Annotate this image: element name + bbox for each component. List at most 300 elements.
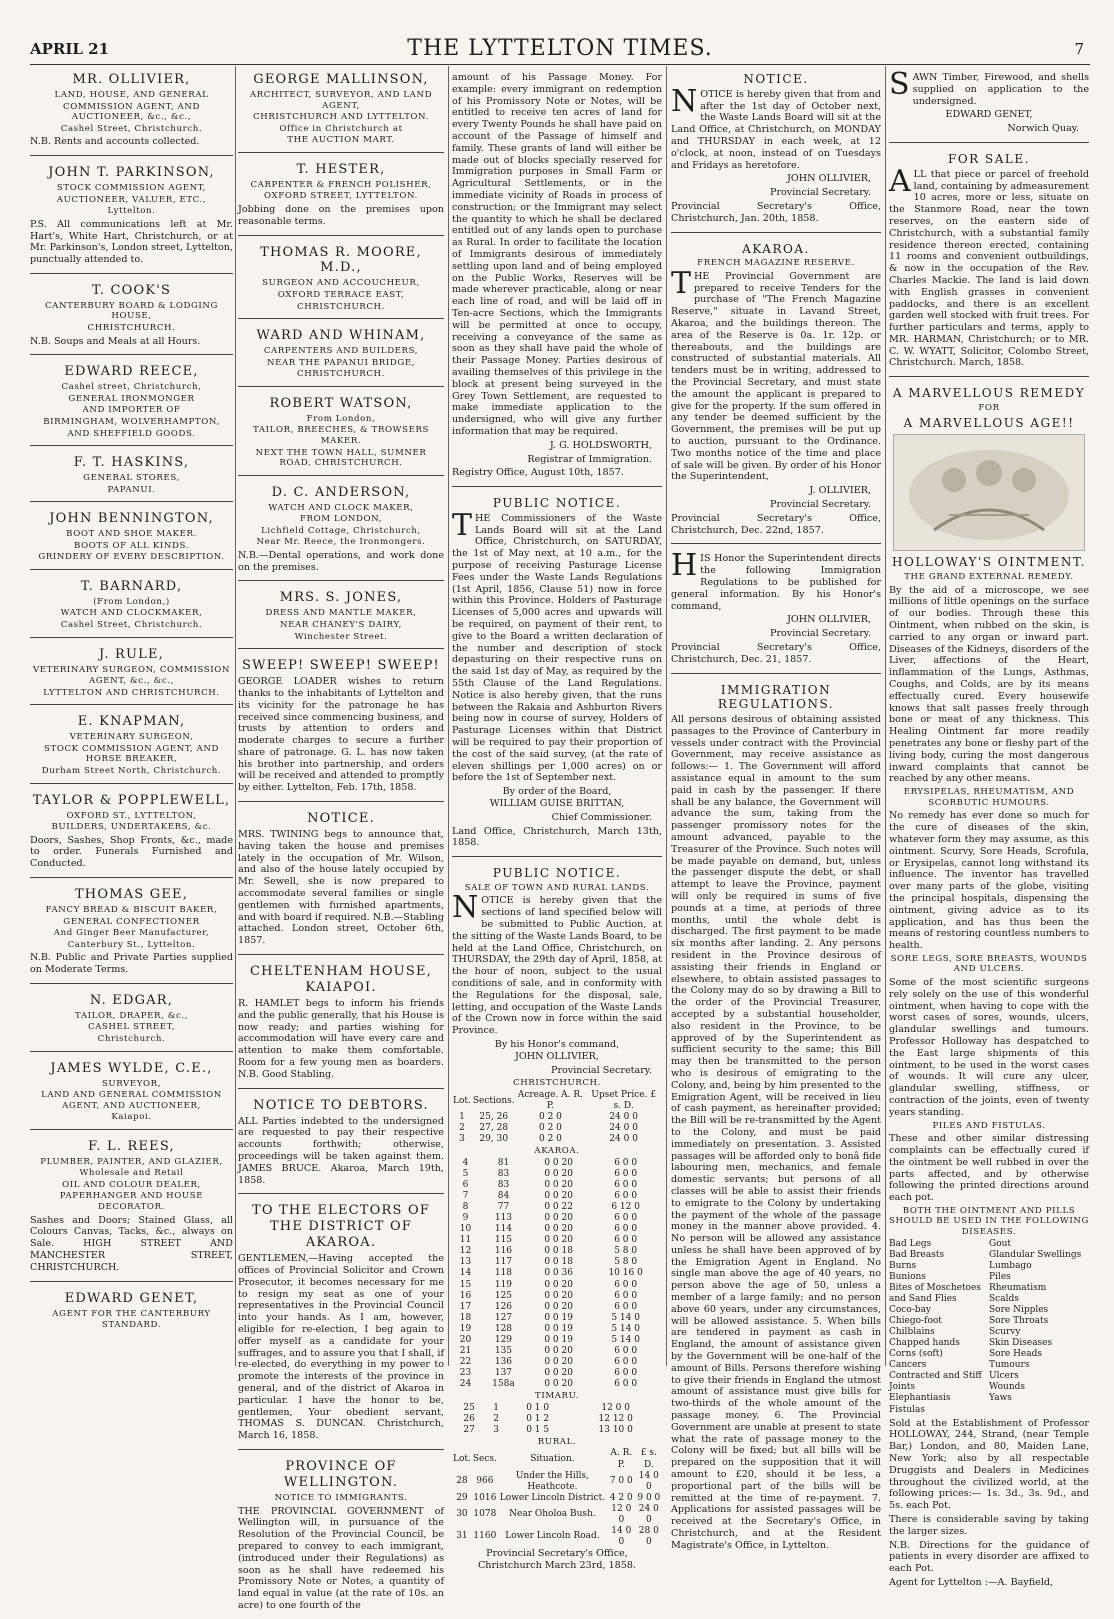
lots-table <box>452 1090 662 1145</box>
table-cell: 6 0 0 <box>614 1224 638 1235</box>
advertisement <box>238 479 444 582</box>
notice-date: Registry Office, August 10th, 1857. <box>452 467 624 479</box>
ad-title: MRS. S. JONES, <box>279 590 403 606</box>
ad-line: STOCK COMMISSION AGENT, <box>56 183 207 194</box>
ad-title: JOHN BENNINGTON, <box>49 511 214 527</box>
list-item: Fistulas <box>889 1404 926 1415</box>
list-item: Ulcers <box>989 1371 1019 1382</box>
notice-date: Provincial Secretary's Office, Christchurch, Dec. 21, 1857. <box>671 641 881 665</box>
ad-line: AGENT, &c., &c., <box>89 676 174 687</box>
advertisement <box>238 805 444 955</box>
holloway-advertisement <box>889 380 1089 1595</box>
ad-body: MRS. TWINING begs to announce that, having taken the house and premises lately in the occupation of Mr. Wilson, and also of the house lately occupied by Mr. Sewell, she is now prepared to accommodate several families or single gentlemen with furnished apartments, and with board if required. N.B.—Stabling attached. London street, October 6th, 1857. <box>238 829 444 947</box>
table-cell: 6 0 0 <box>614 1345 638 1356</box>
ad-body: THE PROVINCIAL GOVERNMENT of Wellington will, in pursuance of the Resolution of the Provincial Council, be prepared to convey to each immigrant, (introduced under their Regulations) as soon as he shall have redeemed his Promissory Note or Notes, a quantity of land equal in value (at the rate of 10s. an acre) to one fourth of the <box>238 1505 444 1611</box>
ad-line: CASHEL STREET, <box>87 1022 176 1033</box>
table-row <box>452 1425 662 1436</box>
notice-subtitle: FRENCH MAGAZINE RESERVE. <box>697 258 855 269</box>
ad-body: ALL that piece or parcel of freehold land, containing by admeasurement 10 acres, more or less, situate on the Stanmore Road, near the town reserves, on the eastern side of Christchurch, with a substantial family residence thereon erected, containing 11 rooms and convenient outbuildings, & now in the occupation of the Rev. Charles Mackie. The land is laid down with English grasses in convenient paddocks, and there is an excellent garden well stocked with fruit trees. For further particulars and terms, apply to MR. HARMAN, Christchurch; or to MR. C. W. WYATT, Solicitor, Colombo Street, Christchurch. March, 1858. <box>889 163 1089 369</box>
table-cell: 0 0 20 <box>544 1368 573 1379</box>
ad-body: No remedy has ever done so much for the cure of diseases of the skin, whatever form they may assume, as this ointment. Scurvy, Sore Heads, Scrofula, or Erysipelas, cannot long withstand its influence. The inventor has travelled over many parts of the globe, visiting the principal hospitals, dispensing the ointment, giving advice as to its application, and has thus been the means of restoring countless numbers to health. <box>889 810 1089 952</box>
table-row <box>452 1504 662 1526</box>
list-item: Scalds <box>989 1293 1019 1304</box>
table-row <box>452 1235 662 1246</box>
table-cell: 83 <box>497 1168 510 1179</box>
notice-subtitle: SALE OF TOWN AND RURAL LANDS. <box>464 882 650 893</box>
table-row <box>452 1246 662 1257</box>
table-cell: 20 <box>459 1334 472 1345</box>
table-cell: 4 <box>462 1157 469 1168</box>
ad-line: CHRISTCHURCH. <box>297 301 385 312</box>
column-rule <box>885 66 886 1366</box>
notice-body: THE Provincial Government are prepared to receive Tenders for the purchase of "The French Magazine Reserve," situate in Lavand Street, Akaroa, and the buildings thereon. The area of the Reserve is 0a. 1r. 12p. or thereabouts, and the buildings are constructed of substantial materials. All tenders must be in writing, addressed to the Provincial Secretary, and must state the amount the applicant is prepared to give for the property. If the sum offered in any tender be deemed sufficient by the Government, the premises will be put up to auction, pursuant to the Ordinance. Two months notice of the time and place of sale will be given. By order of his Honor the Superintendent, <box>671 265 881 483</box>
ad-line: BUILDERS, UNDERTAKERS, &c. <box>51 822 212 833</box>
table-cell: 6 0 0 <box>614 1290 638 1301</box>
table-cell: Lot. <box>453 1095 471 1106</box>
table-cell: 2 <box>459 1123 465 1134</box>
ad-title: T. COOK'S <box>91 282 172 298</box>
table-cell: 0 0 19 <box>544 1312 573 1323</box>
table-cell: 22 <box>459 1356 472 1367</box>
table-cell: 28 0 0 <box>638 1525 659 1547</box>
ad-line: PAPANUI. <box>107 484 156 495</box>
list-item: Bad Breasts <box>889 1249 945 1260</box>
list-item: Bad Legs <box>889 1238 932 1249</box>
ad-title: CHELTENHAM HOUSE, KAIAPOI. <box>250 964 432 996</box>
ad-body: Some of the most scientific surgeons rely solely on the use of this wonderful ointment, when having to cope with the worst cases of sores, wounds, ulcers, glandular swellings and tumours. Professor Holloway has despatched to the East large shipments of this ointment, to be used in the worst cases of wounds. It will cure any ulcer, glandular swelling, stiffness, or contraction of the joints, even of twenty years standing. <box>889 977 1089 1118</box>
section-heading: AKAROA. <box>534 1146 580 1157</box>
notice-title: NOTICE. <box>743 72 809 86</box>
table-row <box>452 1471 662 1493</box>
table-cell: 0 2 0 <box>539 1112 562 1123</box>
table-cell: 9 <box>462 1213 469 1224</box>
ad-title: NOTICE. <box>307 811 375 827</box>
advertisement <box>30 708 233 783</box>
table-cell: 23 <box>459 1368 472 1379</box>
advertisement <box>30 641 233 706</box>
table-cell: 25, 26 <box>479 1112 509 1123</box>
table-cell: 10 16 0 <box>608 1268 643 1279</box>
ad-title: FOR SALE. <box>948 151 1030 166</box>
list-item: Chapped hands <box>889 1338 960 1349</box>
notice-role: Provincial Secretary. <box>769 498 871 510</box>
table-row <box>452 1357 662 1368</box>
section-heading: RURAL. <box>537 1436 577 1447</box>
ad-body: N.B. Public and Private Parties supplied on Moderate Terms. <box>30 952 233 976</box>
table-cell: 118 <box>494 1268 513 1279</box>
ad-line: Wholesale and Retail <box>79 1168 184 1179</box>
ad-body: GEORGE LOADER wishes to return thanks to the inhabitants of Lyttelton and its vicinity for the patronage he has received since commencing business, and trusts by attention to orders and moderate charges to secure a further share of patronage. G. L. has now taken his brother into partnership, and orders will be received and attended to promptly by either. Lyttelton, Feb. 17th, 1858. <box>238 676 444 794</box>
notice-date: Provincial Secretary's Office, Christchurch, Dec. 22nd, 1857. <box>671 512 881 536</box>
table-cell: 0 2 0 <box>539 1134 562 1145</box>
notice-footer: Christchurch March 23rd, 1858. <box>477 1559 637 1571</box>
timber-advertisement <box>889 66 1089 143</box>
advertisement <box>238 390 444 476</box>
table-cell: 0 1 2 <box>526 1413 550 1424</box>
ad-line: Durham Street North, Christchurch. <box>41 765 222 776</box>
table-row <box>452 1257 662 1268</box>
engraving-image <box>893 434 1085 551</box>
table-cell: 0 0 18 <box>544 1246 573 1257</box>
table-cell: 8 <box>462 1202 469 1213</box>
table-cell: 3 <box>459 1134 465 1145</box>
ad-line: CHRISTCHURCH. <box>87 323 176 333</box>
ad-body: R. HAMLET begs to inform his friends and the public generally, that his House is now ready; and parties wishing for accommodation will have every care and attention to make them comfortable. Room for a few young men as boarders. N.B. Good Stabling. <box>238 998 444 1080</box>
superintendent-notice <box>671 547 881 673</box>
ad-title: T. BARNARD, <box>80 578 183 594</box>
advertisement <box>30 881 233 984</box>
ad-line: NEXT THE TOWN HALL, SUMNER ROAD, CHRISTCHURCH. <box>255 447 427 469</box>
table-cell: 24 0 0 <box>638 1503 659 1525</box>
notice-role: Registrar of Immigration. <box>527 453 652 465</box>
table-cell: 6 0 0 <box>614 1157 638 1168</box>
table-cell: 126 <box>494 1301 513 1312</box>
ad-line: AUCTIONEER, VALUER, ETC., <box>56 194 207 205</box>
table-cell: 5 14 0 <box>611 1312 640 1323</box>
table-cell: £ s. D. <box>640 1448 657 1470</box>
table-cell: 6 0 0 <box>614 1168 638 1179</box>
ad-title: A MARVELLOUS AGE!! <box>903 415 1075 430</box>
table-row <box>452 1180 662 1191</box>
ad-line: AND SHEFFIELD GOODS. <box>67 428 196 439</box>
advertisement <box>30 277 233 355</box>
table-row <box>452 1112 662 1123</box>
table-cell: 0 0 20 <box>544 1224 573 1235</box>
ad-line: GENERAL STORES, <box>83 473 180 484</box>
table-cell: 0 0 36 <box>544 1268 573 1279</box>
table-cell: Secs. <box>472 1454 497 1465</box>
table-cell: 3 <box>493 1424 499 1435</box>
table-cell: 6 0 0 <box>614 1301 638 1312</box>
ad-line: WATCH AND CLOCKMAKER, <box>60 608 203 619</box>
table-row <box>452 1493 662 1504</box>
ad-line: AGENT FOR THE CANTERBURY <box>52 1308 211 1319</box>
list-item: Sore Nipples <box>989 1304 1049 1315</box>
table-cell: 0 0 20 <box>544 1235 573 1246</box>
table-cell: 5 8 0 <box>614 1246 638 1257</box>
list-item: Bites of Moschetoes and Sand Flies <box>889 1282 981 1304</box>
table-cell: 84 <box>497 1191 510 1202</box>
table-cell: 1 <box>459 1112 465 1123</box>
ad-line: STANDARD. <box>101 1320 162 1331</box>
list-item: Contracted and Stiff Joints <box>889 1371 982 1393</box>
notice-date: Land Office, Christchurch, March 13th, 1858. <box>452 825 662 849</box>
list-item: Glandular Swellings <box>989 1249 1082 1260</box>
ad-title: F. L. REES, <box>88 1138 175 1154</box>
ad-role: Norwich Quay. <box>1007 123 1079 135</box>
akaroa-notice <box>671 236 881 545</box>
immigration-land-notice <box>452 66 662 487</box>
notice-footer: Provincial Secretary's Office, <box>486 1548 628 1560</box>
table-cell: 0 0 20 <box>544 1213 573 1224</box>
table-cell: Acreage. A. R. P. <box>517 1089 584 1112</box>
table-cell: 1078 <box>473 1509 497 1520</box>
table-cell: 0 2 0 <box>539 1123 562 1134</box>
table-cell: 0 0 20 <box>544 1157 573 1168</box>
ad-line: FROM LONDON, <box>299 514 383 525</box>
table-cell: 19 <box>459 1323 472 1334</box>
table-row <box>452 1202 662 1213</box>
table-cell: 6 0 0 <box>614 1235 638 1246</box>
ad-line: OIL AND COLOUR DEALER, <box>62 1179 201 1190</box>
list-item: Corns (soft) <box>889 1349 943 1360</box>
ad-title: THOMAS GEE, <box>74 887 189 903</box>
advertisement <box>238 1197 444 1450</box>
table-cell: 136 <box>494 1356 513 1367</box>
ad-line: BIRMINGHAM, WOLVERHAMPTON, <box>43 417 220 428</box>
table-row <box>452 1313 662 1324</box>
table-cell: 128 <box>494 1323 513 1334</box>
table-cell: 1016 <box>473 1492 497 1503</box>
ad-body: N.B. Soups and Meals at all Hours. <box>30 335 201 347</box>
ad-line: LAND, HOUSE, AND GENERAL <box>54 89 209 100</box>
table-row <box>452 1346 662 1357</box>
ad-body: N.B. Rents and accounts collected. <box>30 136 200 148</box>
notice-signature: J. G. HOLDSWORTH, <box>549 439 652 451</box>
table-row <box>452 1414 662 1425</box>
ad-line: Cashel street, Christchurch, <box>61 382 202 393</box>
advertisement <box>30 66 233 156</box>
lots-table <box>452 1158 662 1390</box>
notice-title: PUBLIC NOTICE. <box>492 496 622 511</box>
column-1-advertisements <box>30 66 233 1366</box>
ad-line: CHRISTCHURCH AND LYTTELTON. <box>253 112 429 123</box>
table-cell: 5 <box>462 1168 469 1179</box>
ad-line: VETERINARY SURGEON, COMMISSION <box>32 664 231 675</box>
notice-body: All persons desirous of obtaining assisted passages to the Province of Canterbury in vessels under contract with the Provincial Government, may receive assistance as follows:— 1. The Government will afford assistance equal in amount to the sum paid in cash by the passenger. If there shall be any balance, the Government will advance the sum, taking from the passenger promissory notes for the amount advanced, payable to the Treasurer of the Province. Such notes will be made payable on demand, but, unless the passenger dispute the debt, or shall attempt to leave the Province, payment will only be required in sums of five pounds at a time, at periods of three months, until the whole debt is discharged. The first payment to be made six months after landing. 2. Any persons resident in the Province desirous of assisting their friends in England or elsewhere, to obtain assisted passages to the Colony may do so by drawing a Bill to the order of the Provincial Treasurer, accepted by a substantial householder, also resident in the Province, to be approved of by the Superintendent as sufficient security to the same; this Bill may then be transmitted to the person who is desirous of emigrating to the Colony, and, being by him presented to the Emigration Agent, will be received in lieu of cash payment, as hereinafter provided; the Bill will be re-transmitted by the Agent to the Colony, and must be paid immediately on presentation. 3. Assisted passages will be afforded only to bonâ fide labouring men, mechanics, and female domestic servants; but persons of all classes will be able to assist their friends to emigrate to the Colony by undertaking the payment of the whole of the passage money in the manner above provided. 4. No person will be allowed any assistance unless he shall have been approved of by the Emigration Agent in England. No single man above the age of 40 years, no person above the age of 50, unless a member of a large family; and no person above 60 years, under any circumstances, will be allowed assistance. 5. When bills are tendered in payment as cash in England, the amount of assistance given by the Government will be one-half of the amount of Bills. Persons therefore wishing to give their friends in England the utmost amount of assistance must give bills for two-thirds of the whole amount of the passage money. 6. The Provincial Government are unable at present to state what the rate of passage money to the Colony will be fixed; but all bills will be prepared on the supposition that it will amount to £20, should it be less, a proportional part of the bills will be remitted at the time of re-payment. 7. Applications for assisted passages will be received at the Secretary's Office, in Christchurch, and at the Resident Magistrate's Office, in Lyttelton. <box>671 714 881 1551</box>
list-item: Lumbago <box>989 1260 1032 1271</box>
notice-role: Provincial Secretary. <box>769 628 871 640</box>
table-cell: 6 0 0 <box>614 1368 638 1379</box>
ad-body: Agent for Lyttelton :—A. Bayfield, <box>889 1576 1054 1588</box>
ad-title: EDWARD REECE, <box>64 364 199 380</box>
product-subtitle: THE GRAND EXTERNAL REMEDY. <box>904 572 1074 583</box>
table-cell: 30 <box>456 1509 468 1520</box>
ad-title: GEORGE MALLINSON, <box>253 72 429 87</box>
table-cell: 117 <box>494 1257 513 1268</box>
table-cell: 10 <box>459 1224 472 1235</box>
table-cell: 0 0 20 <box>544 1191 573 1202</box>
list-item: Yaws <box>989 1393 1012 1404</box>
advertisement <box>30 987 233 1052</box>
ad-body: N.B. Directions for the guidance of patients in every disorder are affixed to each Pot. <box>889 1539 1089 1575</box>
notice-body: NOTICE is hereby given that the sections of land specified below will be submitted to Public Auction, at the sitting of the Waste Lands Board, to be held at the Land Office, Christchurch, on THURSDAY, the 29th day of April, 1858, at the hour of noon, subject to the usual conditions of sale, and in conformity with the Regulations for the disposal, sale, letting, and occupation of the Waste Lands of the Crown now in force within the said Province. <box>452 890 662 1037</box>
ad-line: PLUMBER, PAINTER, AND GLAZIER, <box>40 1156 223 1167</box>
table-cell: 0 0 20 <box>544 1345 573 1356</box>
ad-line: OXFORD ST., LYTTELTON, <box>66 810 197 821</box>
advertisement <box>30 787 233 879</box>
table-cell: 113 <box>494 1213 513 1224</box>
table-cell: 29 <box>456 1492 468 1503</box>
table-cell: 0 1 0 <box>526 1402 550 1413</box>
table-cell: 24 0 0 <box>609 1112 638 1123</box>
ad-body: ALL Parties indebted to the undersigned are requested to pay their respective accounts forthwith; otherwise, proceedings will be taken against them. JAMES BRUCE. Akaroa, March 19th, 1858. <box>238 1115 444 1186</box>
ad-line: DRESS AND MANTLE MAKER, <box>265 608 417 619</box>
table-row <box>452 1335 662 1346</box>
ad-line: BOOTS OF ALL KINDS. <box>74 540 189 551</box>
ad-body: Sashes and Doors; Stained Glass, all Colours Canvas, Tacks, &c., always on Sale. HIGH STREET AND MANCHESTER STREET, CHRISTCHURCH. <box>30 1214 233 1273</box>
table-cell: 16 <box>459 1290 472 1301</box>
table-cell: 7 <box>462 1191 469 1202</box>
table-cell: 119 <box>494 1279 513 1290</box>
notice-title: PUBLIC NOTICE. <box>492 866 622 881</box>
table-cell: 0 0 20 <box>544 1301 573 1312</box>
advertisement <box>238 584 444 649</box>
ad-line: Office in Christchurch at <box>279 123 403 134</box>
notice-body: amount of his Passage Money. For example: every immigrant on redemption of his Promissory Note or Notes, will be entitled to receive ten acres of land for every Twenty Pounds he shall have paid on account of the Passage of himself and family. These grants of land will either be made out of blocks specially reserved for Immigration purposes in Small Farm or Agricultural Settlements, or in the immediate vicinity of Roads in process of construction; or the Immigrant may select the quantity to which he shall be declared entitled out of any lands open to purchase as Rural. In order to facilitate the location of Immigrants desirous of immediately settling upon land and of being employed on the Public Works, Reserves will be made wherever practicable, along or near each line of road, and will be laid off in Ten-acre Sections, which the Immigrants will be permitted at once to occupy, receiving a conveyance of the same as soon as they shall have paid the whole of their Passage Money. Parties desirous of availing themselves of this privilege in the block at present being surveyed in the Grey Town Settlement, are requested to make immediate application to the undersigned, who will give any further information that may be required. <box>452 72 662 437</box>
notice-body: HIS Honor the Superintendent directs the following Immigration Regulations to be published for general information. By his Honor's command, <box>671 548 881 612</box>
diseases-list <box>889 1239 1089 1416</box>
ad-line: SURVEYOR, <box>101 1078 162 1089</box>
ad-body: Sold at the Establishment of Professor HOLLOWAY, 244, Strand, (near Temple Bar,) London, and 80, Maiden Lane, New York; also by all respectable Druggists and Dealers in Medicines throughout the civilized world, at the following prices:— 1s. 3d., 3s. 9d., and 5s. each Pot. <box>889 1417 1089 1512</box>
ad-line: ARCHITECT, SURVEYOR, AND LAND AGENT, <box>249 89 433 111</box>
table-cell: Situation. <box>530 1454 575 1465</box>
advertisement <box>238 958 444 1089</box>
list-item: Piles <box>989 1271 1011 1282</box>
land-sale-notice <box>452 860 662 1576</box>
list-item: Wounds <box>989 1382 1026 1393</box>
ad-title: T. HESTER, <box>296 161 386 177</box>
table-cell: 26 <box>463 1413 475 1424</box>
product-name: HOLLOWAY'S OINTMENT. <box>892 555 1086 570</box>
rural-lots-table <box>452 1448 662 1548</box>
list-item: Chilblains <box>889 1327 935 1338</box>
list-item: Cancers <box>889 1360 927 1371</box>
ad-line: CHRISTCHURCH. <box>297 369 385 380</box>
ad-line: COMMISSION AGENT, AND AUCTIONEER, &c., &c., <box>63 101 200 123</box>
ad-title: J. RULE, <box>98 646 165 662</box>
table-cell: 0 0 20 <box>544 1379 573 1390</box>
ad-line: GRINDERY OF EVERY DESCRIPTION. <box>38 552 225 563</box>
section-heading: TIMARU. <box>535 1391 579 1402</box>
table-cell: 0 0 20 <box>544 1290 573 1301</box>
table-row <box>452 1158 662 1169</box>
column-2-advertisements <box>238 66 444 1611</box>
notice-signature: WILLIAM GUISE BRITTAN, <box>489 797 625 809</box>
ad-line: CANTERBURY BOARD & LODGING HOUSE, <box>44 300 219 322</box>
ad-subheading: BOTH THE OINTMENT AND PILLS SHOULD BE USED IN THE FOLLOWING DISEASES. <box>889 1205 1089 1238</box>
table-row <box>452 1403 662 1414</box>
page-number: 7 <box>1074 40 1084 58</box>
table-row <box>452 1191 662 1202</box>
waste-lands-notice <box>452 490 662 857</box>
ad-body: P.S. All communications left at Mr. Hart's, White Hart, Christchurch, or at Mr. Parkinson's, London street, Lyttelton, punctually attended to. <box>30 218 233 266</box>
table-cell: 11 <box>459 1235 472 1246</box>
table-cell: 25 <box>463 1402 475 1413</box>
ad-line: GENERAL IRONMONGER <box>68 393 195 404</box>
ad-line: From London, <box>306 413 376 424</box>
advertisement <box>30 449 233 502</box>
table-cell: 12 <box>459 1246 472 1257</box>
ad-line: Canterbury St., Lyttelton. <box>67 939 196 950</box>
table-cell: 6 0 0 <box>614 1213 638 1224</box>
advertisement <box>30 1133 233 1282</box>
table-row <box>452 1134 662 1145</box>
table-cell: Lot. <box>453 1454 471 1465</box>
advertisement <box>30 1055 233 1130</box>
advertisement <box>30 159 233 274</box>
table-cell: 966 <box>476 1476 494 1487</box>
table-cell: 129 <box>494 1334 513 1345</box>
ad-body: These and other similar distressing complaints can be effectually cured if the ointment be well rubbed in over the parts affected, and by otherwise following the printed directions around each pot. <box>889 1133 1089 1204</box>
table-cell: 137 <box>494 1368 513 1379</box>
table-row <box>452 1368 662 1379</box>
section-heading: CHRISTCHURCH. <box>513 1078 601 1089</box>
table-cell: 14 <box>459 1268 472 1279</box>
ad-line: LAND AND GENERAL COMMISSION AGENT, AND AUCTIONEER, <box>41 1090 222 1111</box>
notice-signature: JOHN OLLIVIER, <box>787 614 871 626</box>
ad-line: LYTTELTON AND CHRISTCHURCH. <box>43 687 220 698</box>
table-cell: 12 12 0 <box>598 1413 633 1424</box>
ad-line: Winchester Street. <box>294 631 388 642</box>
page-header <box>30 30 1090 65</box>
list-item: Sore Throats <box>989 1316 1049 1327</box>
list-item: Gout <box>989 1238 1012 1249</box>
table-cell: 9 0 0 <box>637 1492 661 1503</box>
column-rule <box>666 66 667 1366</box>
ad-signature: EDWARD GENET, <box>945 109 1033 121</box>
notice-body: THE Commissioners of the Waste Lands Board will sit at the Land Office, Christchurch, on SATURDAY, the 1st of May next, at 10 a.m., for the purpose of receiving Pasturage License Fees under the Waste Lands Regulations (1st April, 1856, Clause 51) now in force within this Province. Holders of Pasturage Licenses of 5,000 acres and upwards will be required, on payment of their rent, to give to the Board a written declaration of the number and description of stock depasturing on their respective runs on the said 1st day of May, as required by the 55th Clause of the Land Regulations. Notice is also hereby given, that the runs between the Rakaia and Ashburton Rivers being now in course of survey, Holders of Pasturage Licenses within that District will be required to pay their proportion of the cost of the said survey, (at the rate of eleven shillings per 1,000 acres) on or before the 1st of September next. <box>452 507 662 784</box>
ad-title: E. KNAPMAN, <box>77 714 186 730</box>
ad-line: AND IMPORTER OF <box>82 405 181 416</box>
list-item: Elephantiasis <box>889 1393 951 1404</box>
table-cell: 127 <box>494 1312 513 1323</box>
ad-line: BOOT AND SHOE MAKER. <box>66 529 197 540</box>
table-cell: 7 0 0 <box>609 1476 633 1487</box>
list-item: Burns <box>889 1260 917 1271</box>
table-cell: 1160 <box>473 1531 497 1542</box>
waste-lands-board-notice <box>671 66 881 233</box>
table-cell: Sections. <box>472 1095 515 1106</box>
ad-title: WARD AND WHINAM, <box>256 328 426 344</box>
list-item: Bunions <box>889 1271 926 1282</box>
table-cell: 24 <box>459 1379 472 1390</box>
advertisement <box>238 652 444 802</box>
table-cell: 5 8 0 <box>614 1257 638 1268</box>
ad-body: Jobbing done on the premises upon reasonable terms. <box>238 203 444 227</box>
ad-line: THE AUCTION MART. <box>287 135 395 146</box>
advertisement <box>30 573 233 638</box>
advertisement <box>238 239 444 320</box>
table-row <box>452 1324 662 1335</box>
ad-line: Lichfield Cottage, Christchurch, <box>261 525 421 536</box>
ad-body: GENTLEMEN,—Having accepted the offices of Provincial Solicitor and Crown Prosecutor, it becomes necessary for me to resign my seat as one of your representatives in the Provincial Council into your hands. As I am, however, eligible for re-election, I beg again to offer myself as a candidate for your suffrages, and to assure you that I shall, if re-elected, do everything in my power to promote the interests of the province in general, and of the district of Akaroa in particular. I have the honor to be, gentlemen, Your obedient servant, THOMAS S. DUNCAN. Christchurch, March 16, 1858. <box>238 1253 444 1442</box>
table-cell: Upset Price. £ s. D. <box>591 1089 657 1112</box>
ad-subheading: PILES AND FISTULAS. <box>932 1120 1046 1131</box>
notice-signature: JOHN OLLIVIER, <box>515 1050 599 1062</box>
advertisement <box>30 358 233 446</box>
notice-title: IMMIGRATION REGULATIONS. <box>717 682 835 712</box>
ad-title: EDWARD GENET, <box>64 1290 199 1306</box>
ad-line: FANCY BREAD & BISCUIT BAKER, <box>45 905 218 915</box>
issue-date: APRIL 21 <box>30 40 110 58</box>
ad-title: NOTICE TO DEBTORS. <box>253 1097 429 1113</box>
table-cell: 0 1 5 <box>526 1424 550 1435</box>
notice-date: Provincial Secretary's Office, Christchurch, Jan. 20th, 1858. <box>671 200 881 224</box>
notice-body: NOTICE is hereby given that from and after the 1st day of October next, the Waste Lands Board will sit at the Land Office, at Christchurch, on MONDAY and THURSDAY in each week, at 12 o'clock, at noon, instead of on Tuesdays and Fridays as heretofore. <box>671 83 881 171</box>
ad-body: N.B.—Dental operations, and work done on the premises. <box>238 549 444 573</box>
list-item: Chiego-foot <box>889 1316 942 1327</box>
for-sale-advertisement <box>889 146 1089 377</box>
advertisement <box>238 1092 444 1195</box>
notice-role: Chief Commissioner. <box>551 811 652 823</box>
table-cell: 5 14 0 <box>611 1323 640 1334</box>
ad-line: Christchurch. <box>97 1033 166 1044</box>
ad-line: NEAR THE PAPANUI BRIDGE, <box>266 357 416 368</box>
table-cell: 114 <box>494 1224 513 1235</box>
ad-subheading: SORE LEGS, SORE BREASTS, WOUNDS AND ULCERS. <box>890 953 1088 975</box>
table-row <box>452 1213 662 1224</box>
